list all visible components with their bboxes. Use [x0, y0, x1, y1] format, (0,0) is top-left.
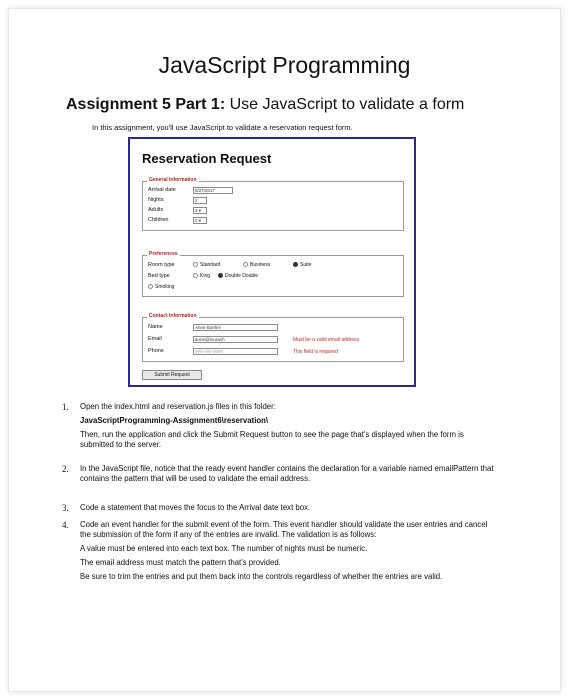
radio-selected-icon — [218, 273, 223, 278]
nights-input[interactable]: 2 — [193, 197, 207, 204]
checkbox-icon — [148, 284, 153, 289]
arrival-date-input[interactable]: 5/27/2017 — [193, 187, 233, 194]
general-info-legend: General Information — [149, 177, 197, 183]
assignment-heading-rest: Use JavaScript to validate a form — [225, 96, 465, 113]
intro-text: In this assignment, you'll use JavaScript to validate a reservation request form. — [92, 123, 353, 132]
submit-request-button[interactable]: Submit Request — [142, 370, 202, 380]
preferences-fieldset — [142, 251, 404, 297]
step-number: 3. — [62, 503, 69, 513]
reservation-form-screenshot — [128, 137, 416, 387]
step-paragraph: Be sure to trim the entries and put them back into the controls regardless of whether the entries are valid. — [80, 572, 443, 581]
name-label: Name — [148, 324, 163, 330]
step-number: 4. — [62, 520, 69, 530]
radio-icon — [193, 273, 198, 278]
room-option-suite[interactable]: Suite — [293, 262, 311, 268]
step-number: 1. — [62, 402, 69, 412]
bed-type-label: Bed type — [148, 273, 170, 279]
room-type-label: Room type — [148, 262, 175, 268]
children-label: Children — [148, 217, 169, 223]
room-option-standard[interactable]: Standard — [193, 262, 220, 268]
form-title: Reservation Request — [142, 151, 272, 166]
step-paragraph: The email address must match the pattern that's provided. — [80, 558, 281, 567]
general-info-fieldset — [142, 177, 404, 231]
radio-icon — [193, 262, 198, 267]
chevron-down-icon: ▾ — [198, 208, 202, 213]
radio-selected-icon — [293, 262, 298, 267]
chevron-down-icon: ▾ — [198, 218, 202, 223]
preferences-legend: Preferences — [149, 251, 178, 257]
smoking-checkbox[interactable]: Smoking — [148, 284, 174, 290]
radio-icon — [243, 262, 248, 267]
adults-label: Adults — [148, 207, 164, 213]
arrival-date-label: Arrival date — [148, 187, 176, 193]
assignment-heading-bold: Assignment 5 Part 1: — [66, 96, 226, 113]
phone-label: Phone — [148, 348, 164, 354]
folder-path: JavaScriptProgramming-Assignment6\reservation\ — [80, 416, 269, 425]
step-text: Code a statement that moves the focus to the Arrival date text box. — [80, 503, 311, 512]
adults-value: 2 — [195, 208, 198, 213]
contact-info-fieldset — [142, 313, 404, 362]
step-text: Then, run the application and click the Submit Request button to see the page that's displayed when the form is submitted to the server. — [80, 430, 464, 449]
contact-info-legend: Contact Information — [149, 313, 197, 319]
document-title: JavaScript Programming — [158, 52, 411, 78]
phone-input[interactable]: 999-999-9999 — [193, 348, 278, 355]
step-text: In the JavaScript file, notice that the ready event handler contains the declaration for a variable named emailPattern that contains the pattern that will be used to validate the email address. — [80, 464, 494, 483]
step-text: Open the index.html and reservation.js files in this folder: — [80, 402, 276, 411]
adults-select[interactable] — [193, 207, 207, 214]
email-error: Must be a valid email address — [293, 337, 360, 343]
step-number: 2. — [62, 464, 69, 474]
bed-option-king[interactable]: King — [193, 273, 210, 279]
nights-label: Nights — [148, 197, 164, 203]
step-text: Code an event handler for the submit event of the form. This event handler should validate the user entries and cancel the submission of the form if any of the entries are invalid. The validation is as follows: — [80, 520, 488, 539]
name-input[interactable]: Anne Boehm — [193, 324, 278, 331]
email-label: Email — [148, 336, 162, 342]
phone-error: This field is required — [293, 349, 338, 355]
children-value: 0 — [195, 218, 198, 223]
step-paragraph: A value must be entered into each text box. The number of nights must be numeric. — [80, 544, 368, 553]
assignment-heading — [66, 96, 464, 114]
bed-option-double[interactable]: Double Double — [218, 273, 258, 279]
room-option-business[interactable]: Business — [243, 262, 270, 268]
children-select[interactable] — [193, 217, 207, 224]
email-input[interactable]: anne@murach — [193, 336, 278, 343]
